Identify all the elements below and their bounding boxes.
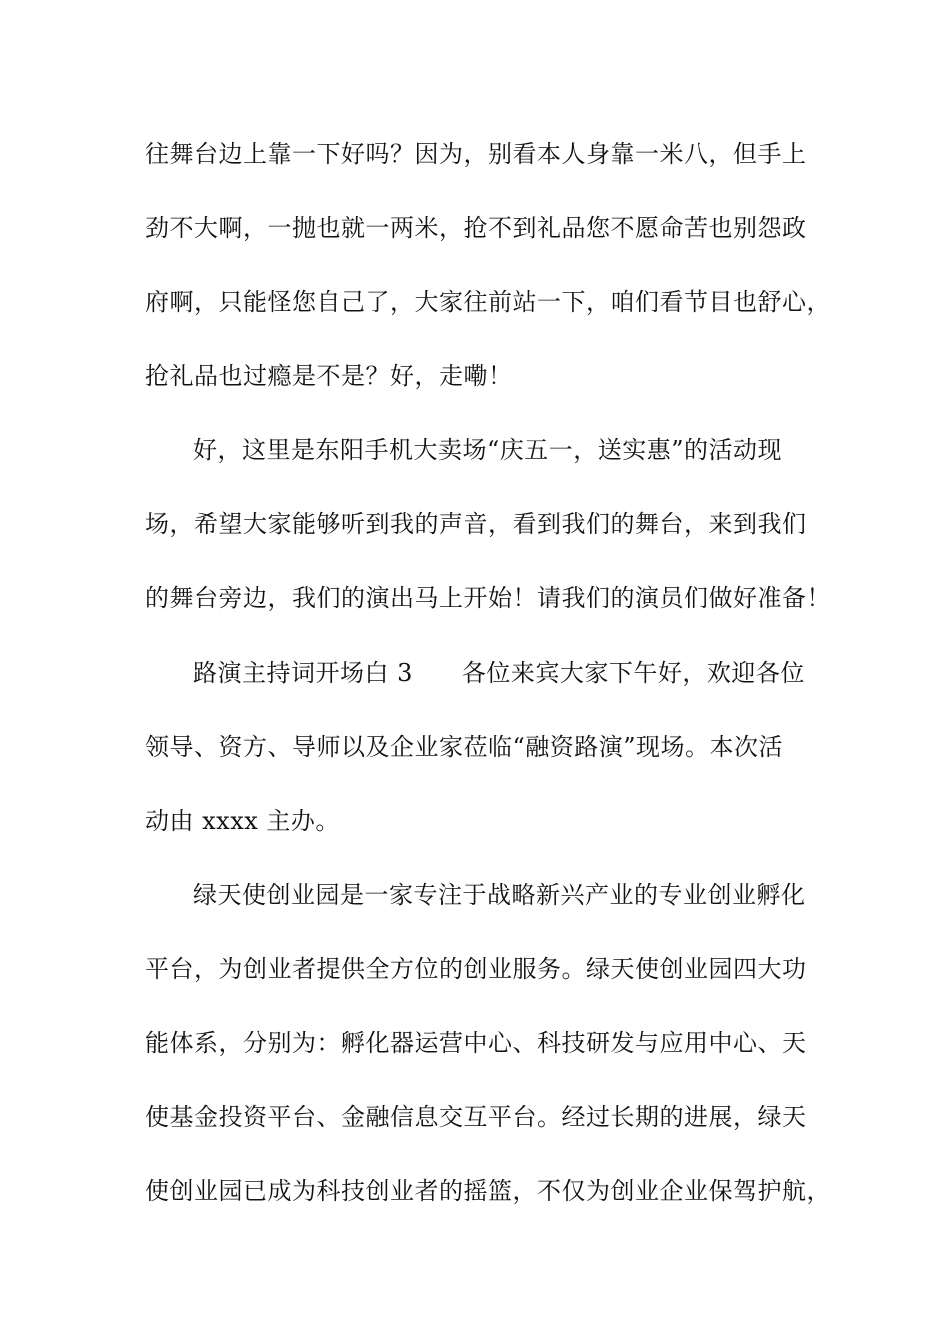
- text-line: 府啊，只能怪您自己了，大家往前站一下，咱们看节目也舒心，: [145, 288, 831, 316]
- text-line: 往舞台边上靠一下好吗？因为，别看本人身靠一米八，但手上: [145, 140, 807, 168]
- paragraph-start-line: 绿天使创业园是一家专注于战略新兴产业的专业创业孵化: [193, 881, 806, 909]
- text-line: 领导、资方、导师以及企业家莅临“融资路演”现场。本次活: [145, 733, 784, 761]
- paragraph-start-line: 好，这里是东阳手机大卖场“庆五一，送实惠”的活动现: [193, 436, 783, 464]
- paragraph-start-line: 路演主持词开场白 3 各位来宾大家下午好，欢迎各位: [193, 659, 805, 687]
- text-line: 场，希望大家能够听到我的声音，看到我们的舞台，来到我们: [145, 510, 807, 538]
- text-line: 劲不大啊，一抛也就一两米，抢不到礼品您不愿命苦也别怨政: [145, 214, 807, 242]
- text-line: 能体系，分别为：孵化器运营中心、科技研发与应用中心、天: [145, 1029, 807, 1057]
- text-line: 平台，为创业者提供全方位的创业服务。绿天使创业园四大功: [145, 955, 807, 983]
- text-line: 抢礼品也过瘾是不是？好，走嘞！: [145, 362, 513, 390]
- text-line: 的舞台旁边，我们的演出马上开始！请我们的演员们做好准备！: [145, 584, 831, 612]
- text-line: 动由 xxxx 主办。: [145, 807, 340, 835]
- text-line: 使基金投资平台、金融信息交互平台。经过长期的进展，绿天: [145, 1103, 807, 1131]
- text-line: 使创业园已成为科技创业者的摇篮，不仅为创业企业保驾护航，: [145, 1177, 831, 1205]
